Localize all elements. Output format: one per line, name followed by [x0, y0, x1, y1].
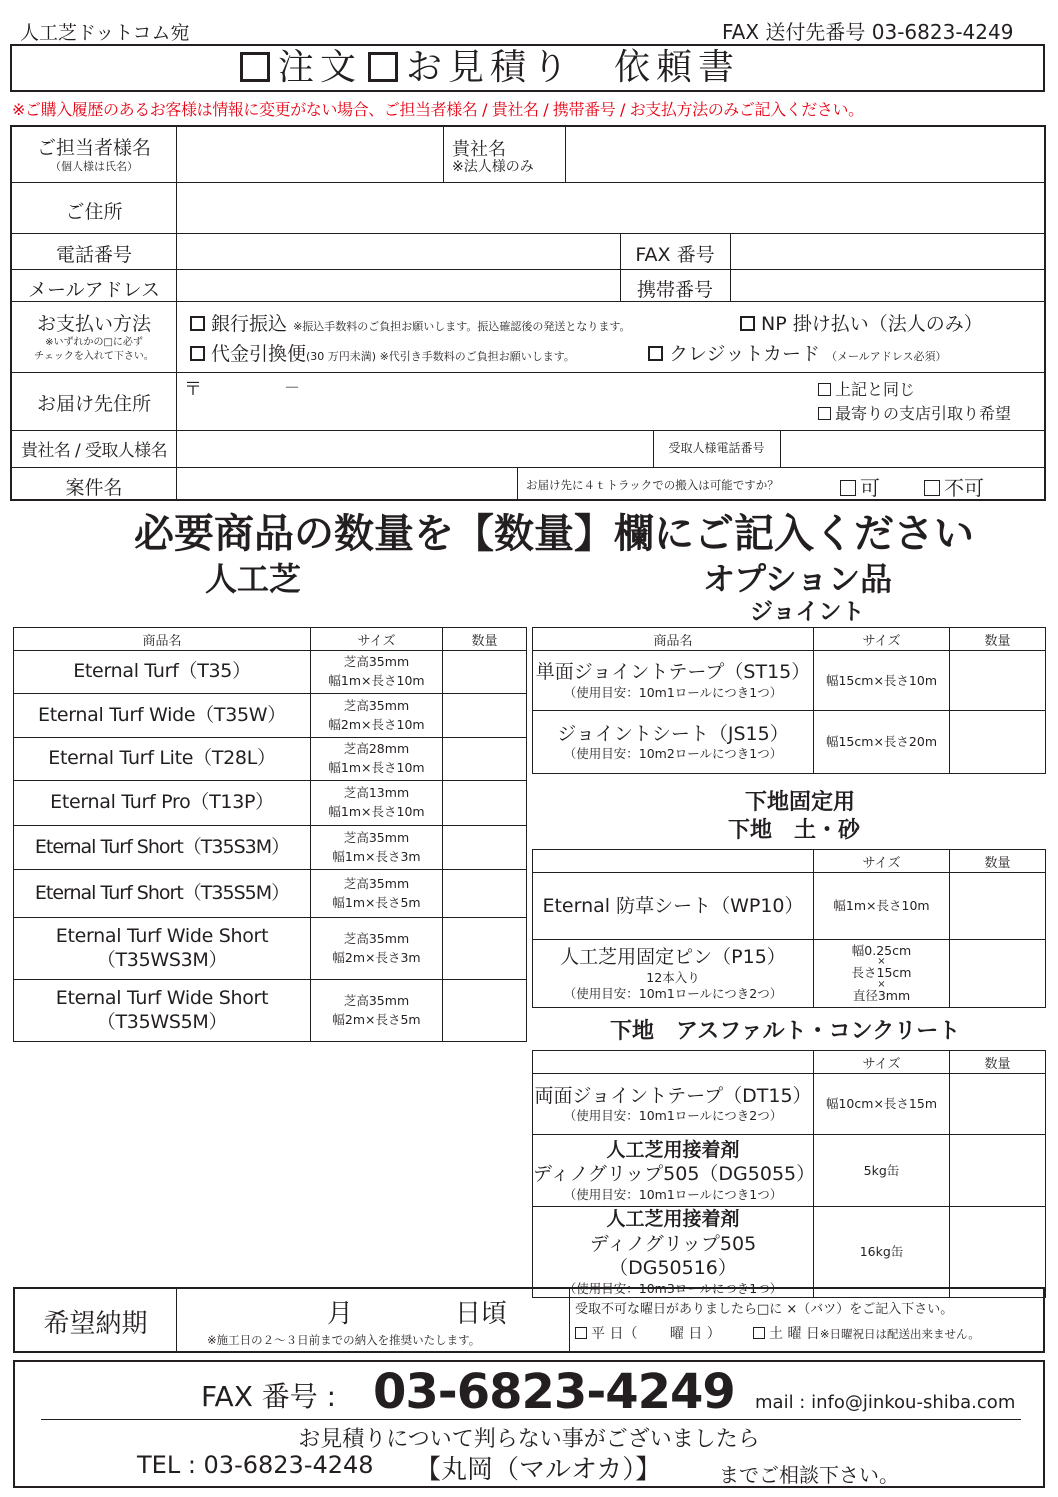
- product-size: 5kg缶: [814, 1135, 950, 1207]
- qty-input[interactable]: [443, 918, 527, 980]
- qty-input[interactable]: [443, 651, 527, 694]
- soil-heading-2: 下地 土・砂: [728, 818, 861, 843]
- joint-col-name: 商品名: [533, 628, 814, 651]
- qty-input[interactable]: [950, 873, 1046, 940]
- contact-name-sub: （個人様は氏名）: [50, 160, 138, 173]
- store-pickup-checkbox[interactable]: [818, 407, 831, 420]
- asphalt-table: [532, 1050, 1046, 1298]
- table-row: [14, 738, 527, 781]
- product-name: Eternal Turf Short（T35S3M）: [14, 826, 311, 870]
- weekday-option[interactable]: [575, 1323, 721, 1343]
- qty-input[interactable]: [443, 781, 527, 826]
- table-row: [14, 870, 527, 918]
- notice: ※ご購入履歴のあるお客様は情報に変更がない場合、ご担当者様名 / 貴社名 / 携帯番号 / お支払方法のみご記入ください。: [12, 100, 864, 119]
- asphalt-heading: 下地 アスファルト・コンクリート: [610, 1019, 961, 1044]
- qty-input[interactable]: [950, 1074, 1046, 1135]
- payment-label: お支払い方法: [36, 313, 151, 335]
- delivery-date-label: 希望納期: [43, 1309, 148, 1339]
- pay-np-checkbox[interactable]: [740, 316, 755, 331]
- phone-label: 電話番号: [55, 244, 132, 266]
- option-heading: オプション品: [703, 560, 893, 598]
- pay-cod-option[interactable]: [190, 339, 575, 366]
- product-size: 幅15cm×長さ20m: [814, 711, 950, 774]
- product-size: 幅10cm×長さ15m: [814, 1074, 950, 1135]
- truck-yes-checkbox[interactable]: [840, 480, 856, 496]
- company-sub: ※法人様のみ: [452, 159, 534, 175]
- product-size: 芝高35mm 幅1m×長さ10m: [311, 651, 443, 694]
- address-field[interactable]: [178, 184, 1042, 232]
- delivery-day: 日頃: [455, 1299, 508, 1329]
- turf-col-name: 商品名: [14, 628, 311, 651]
- footer-mail: mail : info@jinkou-shiba.com: [755, 1392, 1016, 1413]
- turf-heading: 人工芝: [205, 560, 302, 598]
- title-order: 注文: [278, 47, 363, 88]
- product-name: ジョイントシート（JS15） （使用目安：10m2ロールにつき1つ）: [533, 711, 814, 774]
- product-size: 芝高28mm 幅1m×長さ10m: [311, 738, 443, 781]
- product-name: 人工芝用接着剤 ディノグリップ505（DG5055） （使用目安：10m1ロールにつき1つ）: [533, 1135, 814, 1207]
- soil-col-size: サイズ: [814, 850, 950, 873]
- footer-fax-label: FAX 番号 :: [201, 1380, 337, 1413]
- same-as-above-label: 上記と同じ: [835, 380, 916, 399]
- recipient-phone-label: 受取人様電話番号: [668, 441, 765, 455]
- address-label: ご住所: [65, 201, 123, 223]
- product-size: 芝高35mm 幅2m×長さ10m: [311, 694, 443, 738]
- postal-mark: 〒: [184, 379, 202, 400]
- contact-name-label: ご担当者様名: [36, 137, 151, 159]
- truck-question: お届け先に４ｔトラックでの搬入は可能ですか？: [526, 478, 779, 492]
- payment-sub1: ※いずれかの□に必ず: [45, 337, 143, 348]
- table-row: [14, 980, 527, 1042]
- turf-col-size: サイズ: [311, 628, 443, 651]
- product-size: 芝高35mm 幅1m×長さ3m: [311, 826, 443, 870]
- pay-card-option[interactable]: [648, 339, 946, 366]
- footer-fax-number: 03-6823-4249: [373, 1364, 735, 1420]
- store-pickup-label: 最寄りの支店引取り希望: [835, 404, 1012, 423]
- qty-input[interactable]: [950, 1135, 1046, 1207]
- truck-no-checkbox[interactable]: [924, 480, 940, 496]
- turf-table: [13, 627, 527, 1042]
- email-label: メールアドレス: [27, 279, 161, 301]
- turf-col-qty: 数量: [443, 628, 527, 651]
- delivery-month: 月: [327, 1299, 354, 1329]
- saturday-note: ※日曜祝日は配送出来ません。: [819, 1327, 980, 1341]
- saturday-option[interactable]: [753, 1323, 980, 1343]
- recipient-field[interactable]: [178, 432, 652, 466]
- asphalt-col-qty: 数量: [950, 1051, 1046, 1074]
- product-name: Eternal Turf Wide Short （T35WS5M）: [14, 980, 311, 1042]
- qty-input[interactable]: [443, 694, 527, 738]
- delivery-address-field[interactable]: [202, 375, 802, 429]
- qty-input[interactable]: [950, 711, 1046, 774]
- recipient-phone-field[interactable]: [782, 432, 1042, 466]
- product-size: 芝高13mm 幅1m×長さ10m: [311, 781, 443, 826]
- product-size: 幅1m×長さ10m: [814, 873, 950, 940]
- title-doc: 依頼書: [614, 47, 741, 88]
- soil-col-qty: 数量: [950, 850, 1046, 873]
- footer-consult: までご相談下さい。: [719, 1463, 899, 1487]
- store-pickup-option[interactable]: [818, 401, 1011, 424]
- truck-yes-label: 可: [860, 476, 880, 500]
- table-row: [533, 651, 1046, 711]
- footer-tel: TEL : 03-6823-4248: [137, 1451, 374, 1479]
- product-name: Eternal 防草シート（WP10）: [533, 873, 814, 940]
- soil-col-blank: [533, 850, 814, 873]
- delivery-date-note: ※施工日の２～３日前までの納入を推奨いたします。: [207, 1333, 481, 1347]
- asphalt-col-blank: [533, 1051, 814, 1074]
- pay-bank-note: ※振込手数料のご負担お願いします。振込確認後の発送となります。: [293, 320, 631, 333]
- company-label: 貴社名: [452, 139, 506, 160]
- product-name: Eternal Turf Pro（T13P）: [14, 781, 311, 826]
- product-name: 両面ジョイントテープ（DT15） （使用目安：10m1ロールにつき2つ）: [533, 1074, 814, 1135]
- title-box: [10, 44, 1045, 92]
- delivery-date-box: [13, 1287, 1045, 1353]
- table-row: [14, 918, 527, 980]
- qty-input[interactable]: [443, 870, 527, 918]
- pay-np-option[interactable]: [740, 309, 983, 336]
- project-field[interactable]: [178, 469, 516, 499]
- mobile-field[interactable]: [732, 271, 1042, 300]
- pay-card-label: クレジットカード: [669, 343, 820, 365]
- product-size: 16kg缶: [814, 1207, 950, 1298]
- product-name: 人工芝用接着剤 ディノグリップ505（DG50516） （使用目安：10m3ロールにつき1つ）: [533, 1207, 814, 1298]
- table-row: [533, 1074, 1046, 1135]
- qty-input[interactable]: [950, 940, 1046, 1008]
- product-size: 芝高35mm 幅2m×長さ3m: [311, 918, 443, 980]
- project-label: 案件名: [65, 477, 123, 499]
- truck-yes-option[interactable]: [840, 472, 880, 501]
- soil-table: [532, 849, 1046, 1008]
- product-name: Eternal Turf Wide（T35W）: [14, 694, 311, 738]
- payment-sub2: チェックを入れて下さい。: [34, 351, 154, 362]
- weekday-checkbox[interactable]: [575, 1327, 587, 1339]
- email-field[interactable]: [178, 271, 618, 300]
- table-row: [533, 711, 1046, 774]
- company-field[interactable]: [568, 129, 1042, 181]
- title-estimate: お見積り: [406, 47, 575, 88]
- footer-inquiry: お見積りについて判らない事がございましたら: [298, 1427, 760, 1452]
- table-row: [533, 1207, 1046, 1298]
- same-as-above-option[interactable]: [818, 377, 915, 400]
- fax-destination: FAX 送付先番号 03-6823-4249: [722, 20, 1014, 44]
- table-row: [14, 826, 527, 870]
- truck-no-option[interactable]: [924, 472, 984, 501]
- joint-heading: ジョイント: [750, 599, 865, 625]
- pay-bank-checkbox[interactable]: [190, 316, 205, 331]
- joint-table: [532, 627, 1046, 774]
- customer-form: [10, 125, 1046, 501]
- instruction: 必要商品の数量を【数量】欄にご記入ください: [134, 511, 974, 557]
- soil-heading-1: 下地固定用: [745, 790, 856, 815]
- qty-input[interactable]: [443, 980, 527, 1042]
- product-name: Eternal Turf Wide Short （T35WS3M）: [14, 918, 311, 980]
- delivery-label: お届け先住所: [36, 393, 151, 415]
- table-row: [14, 651, 527, 694]
- order-checkbox[interactable]: [240, 52, 270, 82]
- product-name: 単面ジョイントテープ（ST15） （使用目安：10m1ロールにつき1つ）: [533, 651, 814, 711]
- unavailable-note: 受取不可な曜日がありましたら□に ×（バツ）をご記入下さい。: [575, 1302, 954, 1317]
- recipient-label: 貴社名 / 受取人様名: [21, 441, 167, 461]
- pay-np-label: NP 掛け払い（法人のみ）: [761, 313, 983, 335]
- table-row: [14, 694, 527, 738]
- mobile-label: 携帯番号: [636, 279, 713, 301]
- qty-input[interactable]: [950, 1207, 1046, 1298]
- table-row: [533, 873, 1046, 940]
- weekday-label: 平 日（ 曜 日 ）: [591, 1326, 721, 1342]
- fax-field[interactable]: [732, 235, 1042, 268]
- saturday-checkbox[interactable]: [753, 1327, 765, 1339]
- contact-name-field[interactable]: [178, 129, 442, 181]
- product-name: Eternal Turf Short（T35S5M）: [14, 870, 311, 918]
- postal-dash: －: [284, 378, 301, 397]
- pay-card-note: （メールアドレス必須）: [826, 350, 947, 363]
- product-size: 幅0.25cm × 長さ15cm × 直径3mm: [814, 940, 950, 1008]
- table-row: [533, 1135, 1046, 1207]
- product-name: Eternal Turf Lite（T28L）: [14, 738, 311, 781]
- table-row: [533, 940, 1046, 1008]
- product-size: 芝高35mm 幅2m×長さ5m: [311, 980, 443, 1042]
- pay-cod-checkbox[interactable]: [190, 346, 205, 361]
- qty-input[interactable]: [443, 826, 527, 870]
- pay-bank-label: 銀行振込: [211, 313, 288, 335]
- same-as-above-checkbox[interactable]: [818, 383, 831, 396]
- pay-card-checkbox[interactable]: [648, 346, 663, 361]
- pay-cod-label: 代金引換便: [211, 343, 307, 365]
- addressee: 人工芝ドットコム宛: [20, 22, 190, 44]
- qty-input[interactable]: [443, 738, 527, 781]
- pay-cod-note: (30 万円未満) ※代引き手数料のご負担お願いします。: [306, 350, 575, 363]
- table-row: [14, 781, 527, 826]
- product-size: 芝高35mm 幅1m×長さ5m: [311, 870, 443, 918]
- asphalt-col-size: サイズ: [814, 1051, 950, 1074]
- product-name: Eternal Turf（T35）: [14, 651, 311, 694]
- estimate-checkbox[interactable]: [368, 52, 398, 82]
- pay-bank-option[interactable]: [190, 309, 631, 336]
- footer-contact: 【丸岡（マルオカ）】: [415, 1455, 662, 1485]
- fax-label: FAX 番号: [635, 244, 715, 266]
- saturday-label: 土 曜 日: [769, 1326, 820, 1342]
- truck-no-label: 不可: [944, 476, 984, 500]
- delivery-date-field[interactable]: [185, 1293, 561, 1327]
- footer-box: [13, 1360, 1045, 1488]
- joint-col-size: サイズ: [814, 628, 950, 651]
- page-title: [240, 48, 740, 88]
- phone-field[interactable]: [178, 235, 618, 268]
- product-name: 人工芝用固定ピン（P15） 12本入り （使用目安：10m1ロールにつき2つ）: [533, 940, 814, 1008]
- product-size: 幅15cm×長さ10m: [814, 651, 950, 711]
- qty-input[interactable]: [950, 651, 1046, 711]
- joint-col-qty: 数量: [950, 628, 1046, 651]
